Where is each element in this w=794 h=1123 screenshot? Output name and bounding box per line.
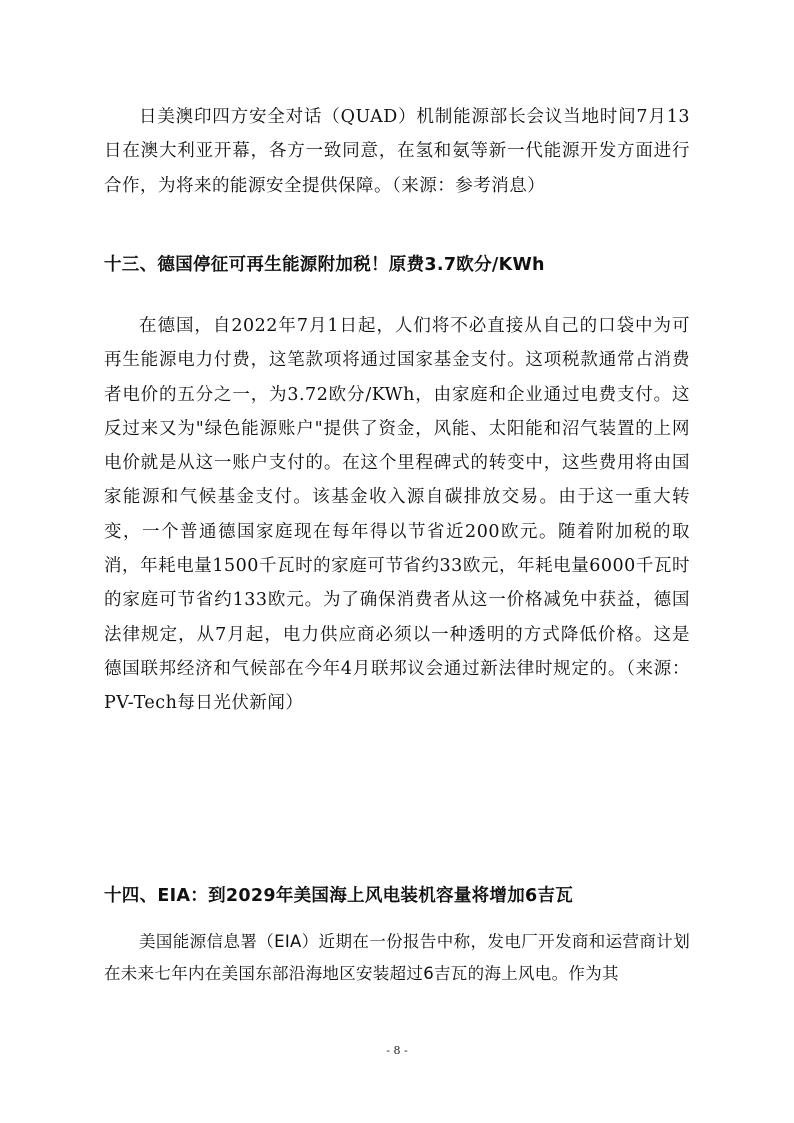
heading-section-14: 十四、EIA：到2029年美国海上风电装机容量将增加6吉瓦: [104, 886, 574, 906]
paragraph-germany-surcharge: 在德国，自2022年7月1日起，人们将不必直接从自己的口袋中为可再生能源电力付费，这笔款项将通过国家基金支付。这项税款通常占消费者电价的五分之一，为3.72欧分/KWh，由家庭和企业通过电费支付。这反过来又为"绿色能源账户"提供了资金，风能、太阳能和沼气装置的上网电价就是从这一账户支付的。在这个里程碑式的转变中，这些费用将由国家能源和气候基金支付。该基金收入源自碳排放交易。由于这一重大转变，一个普通德国家庭现在每年得以节省近200欧元。随着附加税的取消，年耗电量1500千瓦时的家庭可节省约33欧元，年耗电量6000千瓦时的家庭可节省约133欧元。为了确保消费者从这一价格减免中获益，德国法律规定，从7月起，电力供应商必须以一种透明的方式降低价格。这是德国联邦经济和气候部在今年4月联邦议会通过新法律时规定的。（来源：PV-Tech每日光伏新闻）: [104, 316, 690, 714]
page-number: - 8 -: [386, 1044, 408, 1057]
paragraph-eia-offshore-wind: 美国能源信息署（EIA）近期在一份报告中称，发电厂开发商和运营商计划在未来七年内在美国东部沿海地区安装超过6吉瓦的海上风电。作为其: [104, 932, 690, 983]
heading-section-13: 十三、德国停征可再生能源附加税！原费3.7欧分/KWh: [104, 255, 545, 275]
paragraph-quad-energy: 日美澳印四方安全对话（QUAD）机制能源部长会议当地时间7月13日在澳大利亚开幕，各方一致同意，在氢和氨等新一代能源开发方面进行合作，为将来的能源安全提供保障。（来源：参考消息）: [104, 107, 690, 196]
